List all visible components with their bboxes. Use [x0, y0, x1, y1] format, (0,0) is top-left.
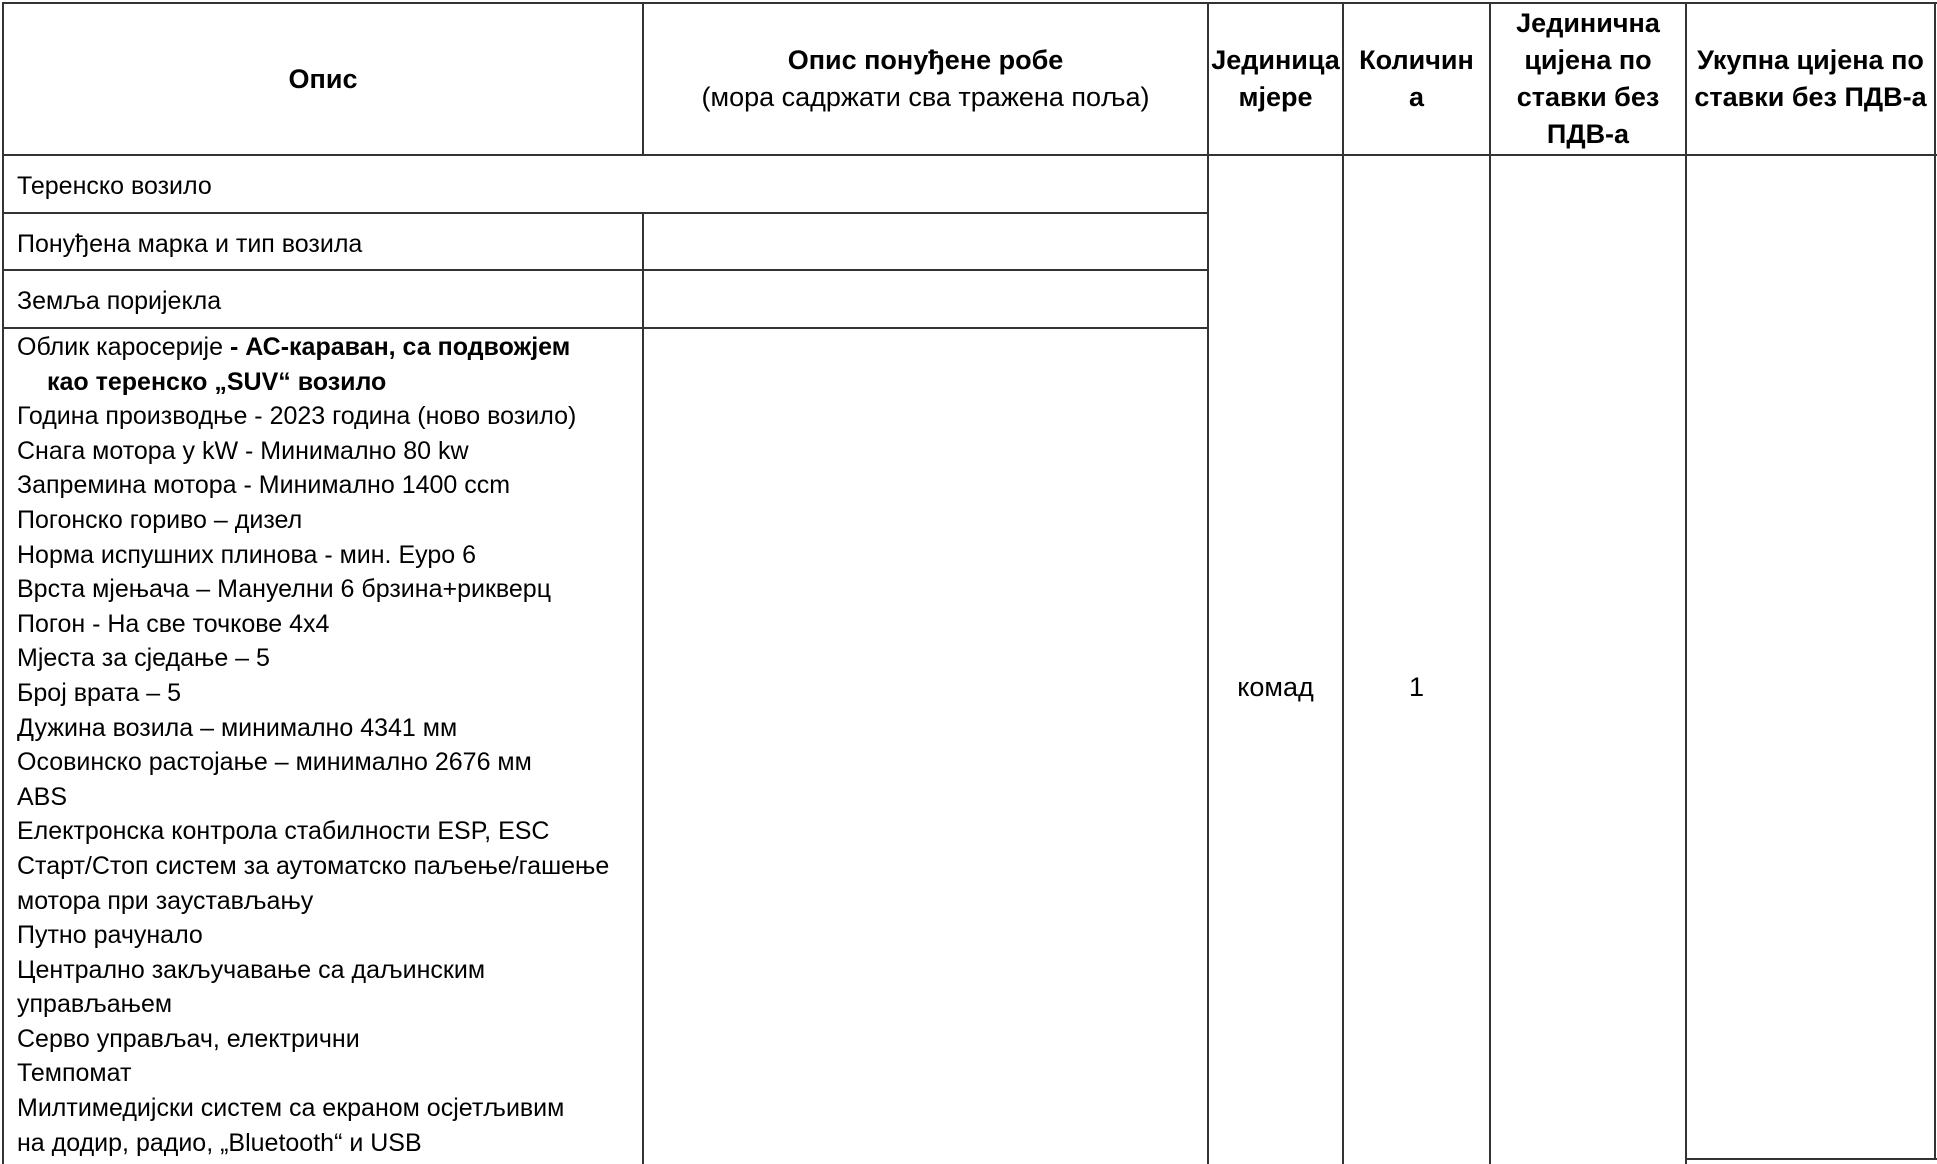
- col-line-unit: [1207, 2, 1209, 1164]
- header-unit-price-line4: ПДВ-а: [1546, 119, 1630, 149]
- header-total-line1: Укупна цијена по: [1697, 45, 1924, 75]
- spec-line: на додир, радио, „Bluetooth“ и USB: [17, 1128, 422, 1157]
- row-origin-label: Земља поријекла: [17, 287, 222, 315]
- header-offered-subtitle: (мора садржати сва тражена поља): [701, 82, 1150, 112]
- header-opis: [4, 4, 642, 154]
- spec-line: Путно рачунало: [17, 921, 203, 950]
- spec-line: Запремина мотора - Минимално 1400 ccm: [17, 471, 511, 500]
- unit-value: комад: [1237, 672, 1314, 702]
- spec-line: ABS: [17, 782, 68, 811]
- vehicle-specifications: [17, 330, 637, 1160]
- header-total-line2: ставки без ПДВ-а: [1694, 82, 1927, 112]
- header-qty-line2: а: [1408, 82, 1425, 112]
- spec-line: Серво управљач, електрични: [17, 1024, 360, 1053]
- spec-line: Централно закључавање са даљинским: [17, 955, 486, 984]
- spec-body-type-value-2: као теренско „SUV“ возило: [47, 367, 387, 396]
- header-unit-of-measure: [1209, 4, 1342, 154]
- spec-line: управљањем: [17, 990, 173, 1019]
- spec-line: мотора при заустављању: [17, 886, 314, 915]
- col-line-total: [1685, 2, 1687, 1164]
- row-line-3: [2, 327, 1209, 329]
- spec-line: Погонско гориво – дизел: [17, 505, 303, 534]
- quantity-value: 1: [1408, 672, 1425, 702]
- spec-line: Снага мотора у kW - Минимално 80 kw: [17, 436, 469, 465]
- header-quantity: [1344, 4, 1489, 154]
- header-offered-goods: [644, 4, 1207, 154]
- spec-line: Дужина возила – минимално 4341 мм: [17, 713, 458, 742]
- spec-line: Темпомат: [17, 1059, 132, 1088]
- spec-line: Старт/Стоп систем за аутоматско паљење/гашење: [17, 851, 610, 880]
- header-unit-price-line1: Јединична: [1516, 8, 1660, 38]
- header-unit-price-line2: цијена по: [1524, 45, 1652, 75]
- spec-body-type-value: - АС-караван, са подвожјем: [229, 333, 571, 361]
- spec-body-type-cont: [17, 365, 637, 400]
- spec-line: Година производње - 2023 година (ново возило): [17, 402, 577, 431]
- header-opis-text: Опис: [288, 63, 358, 94]
- header-total-price: [1687, 4, 1934, 154]
- spec-line: Врста мјењача – Мануелни 6 брзина+рикверц: [17, 575, 552, 604]
- row-line-1: [2, 212, 1209, 214]
- header-qty-line1: Количин: [1359, 45, 1474, 75]
- header-unit-price-line3: ставки без: [1516, 82, 1660, 112]
- header-unit-line1: Јединица: [1211, 45, 1340, 75]
- col-line-qty: [1342, 2, 1344, 1164]
- table-border-right: [1934, 2, 1936, 1160]
- spec-line: Електронска контрола стабилности ESP, ESC: [17, 817, 550, 846]
- col-line-offered-body: [642, 212, 644, 1164]
- row-line-2: [2, 269, 1209, 271]
- spec-line: Број врата – 5: [17, 678, 182, 707]
- spec-body-type-label: Облик каросерије: [17, 333, 230, 361]
- col-line-unit-price: [1489, 2, 1491, 1164]
- spec-line: Погон - На све точкове 4x4: [17, 609, 330, 638]
- header-unit-price: [1491, 4, 1685, 154]
- row-brand-type-label: Понуђена марка и тип возила: [17, 230, 363, 258]
- table-border-left: [2, 2, 4, 1164]
- header-bottom-line: [2, 154, 1937, 156]
- header-unit-line2: мјере: [1238, 82, 1313, 112]
- spec-line: Осовинско растојање – минимално 2676 мм: [17, 748, 532, 777]
- spec-line: Милтимедијски систем са екраном осјетљивим: [17, 1094, 565, 1123]
- spec-line: Мјеста за сједање – 5: [17, 644, 270, 673]
- spec-body-type: [17, 330, 637, 365]
- row-vehicle-label: Теренско возило: [17, 172, 212, 200]
- header-offered-title: Опис понуђене робе: [787, 45, 1064, 75]
- spec-line: Норма испушних плинова - мин. Еуро 6: [17, 540, 476, 569]
- total-column-bottom-line: [1685, 1158, 1937, 1160]
